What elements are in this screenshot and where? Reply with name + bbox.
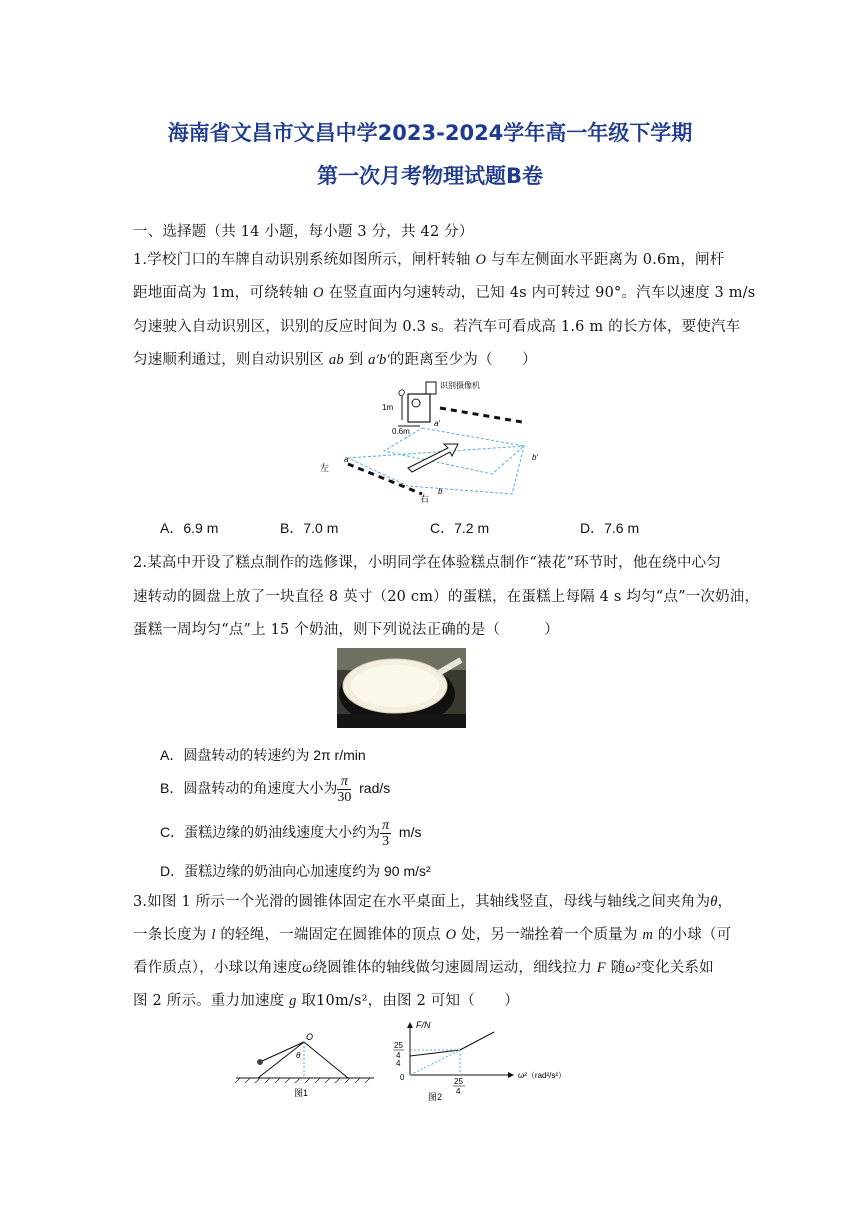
fig2-x1-den: 4 — [456, 1087, 461, 1096]
q1-bp-label: b′ — [532, 453, 538, 462]
q1-figure — [312, 376, 562, 504]
q1-zone — [348, 446, 524, 494]
fig1-O-label: O — [306, 1032, 314, 1042]
q1-option-a: A．6.9 m — [160, 520, 219, 536]
fig2-x1-num: 25 — [454, 1077, 463, 1086]
q3-line-3: 看作质点），小球以角速度ω绕圆锥体的轴线做匀速圆周运动，细线拉力 F 随ω²变化关系如 — [133, 960, 714, 976]
q1-gate-post — [408, 394, 430, 422]
q1-direction-arrow — [408, 444, 458, 472]
fig1-caption: 图1 — [294, 1088, 309, 1098]
q1-option-c: C．7.2 m — [430, 520, 490, 536]
q1-pivot — [412, 399, 420, 407]
q1-option-b: B．7.0 m — [280, 520, 339, 536]
fig2-y2: 4 — [396, 1059, 401, 1068]
q1-barrier-arm — [440, 408, 522, 422]
fig2-segment-2 — [460, 1032, 494, 1050]
q1-line-3: 匀速驶入自动识别区，识别的反应时间为 0.3 s。若汽车可看成高 1.6 m 的长方体，要使汽车 — [133, 319, 741, 335]
fig2-segment-1 — [410, 1050, 460, 1056]
section-heading: 一、选择题（共 14 小题，每小题 3 分，共 42 分） — [133, 224, 474, 240]
q1-left-label: 左 — [320, 463, 330, 473]
q3-figure-1 — [234, 1030, 384, 1102]
fig1-theta-label: θ — [296, 1051, 301, 1060]
q1-line-1: 1.学校门口的车牌自动识别系统如图所示，闸杆转轴 O 与车左侧面水平距离为 0.6m，闸杆 — [133, 252, 725, 268]
q1-b-label: b — [438, 487, 443, 496]
q2-line-2: 速转动的圆盘上放了一块直径 8 英寸（20 cm）的蛋糕，在蛋糕上每隔 4 s 均匀“点”一次奶油， — [133, 589, 760, 605]
fig2-y-label: F/N — [416, 1020, 431, 1030]
q1-camera — [426, 382, 436, 394]
q2-option-a: A．圆盘转动的转速约为 2π r/min — [160, 747, 366, 763]
q1-right-label: 右 — [420, 494, 430, 504]
q3-figure-2 — [392, 1020, 602, 1102]
title-line-1: 海南省文昌市文昌中学2023-2024学年高一年级下学期 — [167, 121, 693, 145]
q2-option-d: D．蛋糕边缘的奶油向心加速度约为 90 m/s² — [160, 863, 431, 879]
q1-O-label: O — [398, 388, 406, 398]
q2-line-1: 2.某高中开设了糕点制作的选修课，小明同学在体验糕点制作“裱花”环节时，他在绕中心匀 — [133, 555, 722, 571]
q1-distance-label: 0.6m — [392, 427, 410, 436]
q1-line-4: 匀速顺利通过，则自动识别区 ab 到 a′b′的距离至少为（ ） — [133, 352, 537, 368]
cone — [258, 1042, 348, 1078]
ball — [257, 1059, 263, 1065]
q2-option-b: B．圆盘转动的角速度大小为 $\frac{\pi}{30}$ rad/s — [160, 774, 391, 805]
q3-line-2: 一条长度为 l 的轻绳，一端固定在圆锥体的顶点 O 处，另一端拴着一个质量为 m 的小球（可 — [133, 927, 732, 943]
fig2-caption: 图2 — [428, 1092, 443, 1102]
q3-line-4: 图 2 所示。重力加速度 g 取10m/s²，由图 2 可知（ ） — [133, 993, 520, 1009]
fig2-y1-den: 4 — [396, 1051, 401, 1060]
q1-line-2: 距地面高为 1m，可绕转轴 O 在竖直面内匀速转动，已知 4s 内可转过 90°。汽车以速度 3 m/s — [133, 285, 756, 301]
q1-a-label: a — [344, 455, 349, 464]
fig2-x-label: ω²（rad²/s²） — [518, 1071, 567, 1080]
q2-option-c: C．蛋糕边缘的奶油线速度大小约为 $\frac{\pi}{3}$ m/s — [160, 818, 422, 849]
q1-ap-label: a′ — [434, 419, 440, 428]
title-line-2: 第一次月考物理试题B卷 — [316, 164, 543, 188]
fig2-y1-num: 25 — [394, 1041, 403, 1050]
q1-option-d: D．7.6 m — [580, 520, 640, 536]
fig2-origin: 0 — [400, 1073, 405, 1082]
q2-line-3: 蛋糕一周均匀“点”上 15 个奶油，则下列说法正确的是（ ） — [133, 622, 559, 638]
q3-line-1: 3.如图 1 所示一个光滑的圆锥体固定在水平桌面上，其轴线竖直，母线与轴线之间夹角为θ， — [133, 894, 733, 910]
cake-photo — [337, 648, 466, 728]
q1-height-label: 1m — [382, 403, 394, 412]
q1-camera-label: 识别摄像机 — [440, 381, 480, 390]
